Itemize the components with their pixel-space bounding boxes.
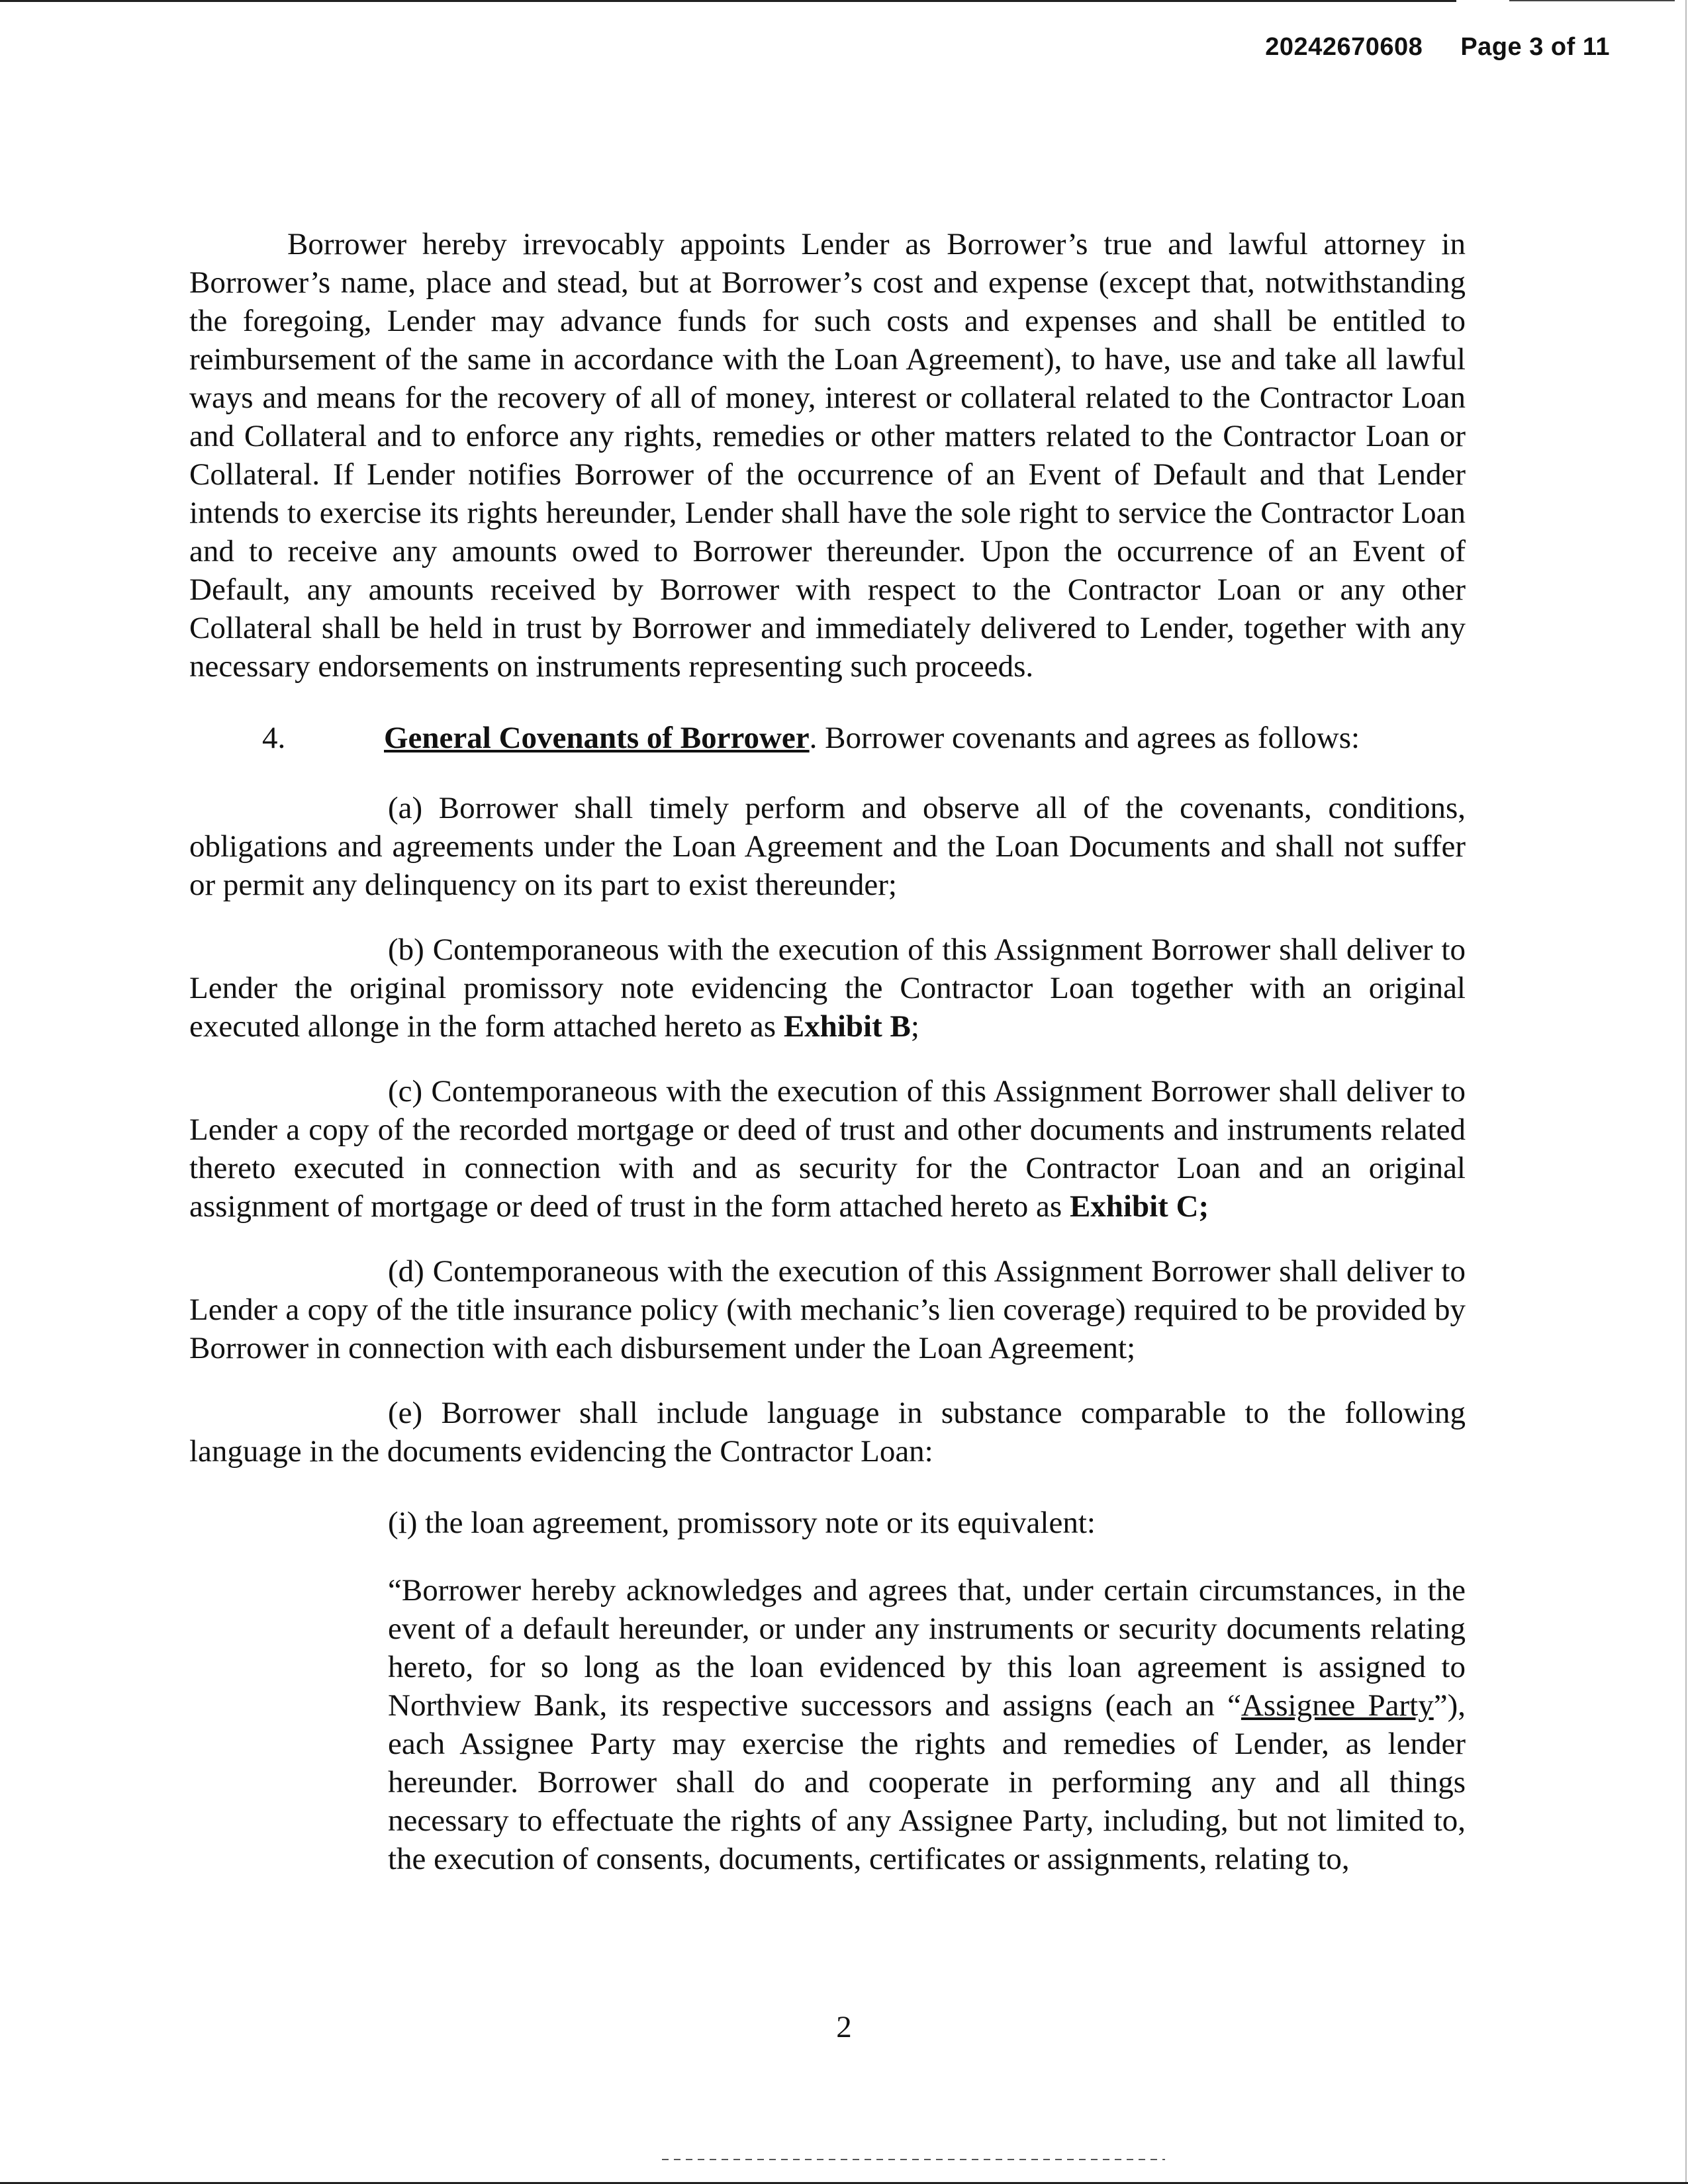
covenant-a-text: (a) Borrower shall timely perform and observe all of the covenants, conditions, obligations and agreements under the Loan Agreement and the Loan Documents and shall not suffer or permit any delinquency on its part to exist thereunder;	[189, 791, 1466, 902]
assignee-party-term: Assignee Party	[1241, 1688, 1434, 1723]
covenant-c-text: (c) Contemporaneous with the execution of this Assignment Borrower shall deliver to Lender a copy of the recorded mortgage or deed of trust and other documents and instruments related thereto executed in connection with and as security for the Contractor Loan and an original assignment of mortgage or deed of trust in the form attached hereto as	[189, 1074, 1466, 1224]
scan-bottom-artifact	[662, 2159, 1165, 2160]
recording-header-stamp	[1265, 33, 1610, 62]
quote-part-2: ”), each Assignee Party may exercise the rights and remedies of Lender, as lender hereunder. Borrower shall do and cooperate in performing any and all things necessary to effectuate the rights of any Assignee Party, including, but not limited to, the execution of consents, documents, certificates or assignments, relating to,	[388, 1688, 1466, 1876]
exhibit-c-reference: Exhibit C;	[1069, 1189, 1209, 1224]
page-number: 2	[836, 2010, 852, 2044]
quoted-loan-language	[388, 1571, 1466, 1878]
covenant-e-i-heading: (i) the loan agreement, promissory note or its equivalent:	[388, 1506, 1096, 1540]
covenant-d	[189, 1252, 1466, 1367]
section-number: 4.	[262, 721, 286, 755]
scan-top-edge-line	[0, 0, 1456, 2]
covenant-b-end: ;	[910, 1009, 919, 1044]
section-title: General Covenants of Borrower	[384, 721, 810, 755]
page-reference: Page 3 of 11	[1460, 33, 1610, 61]
document-number: 20242670608	[1265, 33, 1423, 61]
covenant-a	[189, 789, 1466, 904]
covenant-d-text: (d) Contemporaneous with the execution of this Assignment Borrower shall deliver to Lender a copy of the title insurance policy (with mechanic’s lien coverage) required to be provided by Borrower in connection with each disbursement under the Loan Agreement;	[189, 1254, 1466, 1365]
scan-top-edge-line-fragment	[1509, 0, 1675, 1]
covenant-e-text: (e) Borrower shall include language in substance comparable to the following language in the documents evidencing the Contractor Loan:	[189, 1396, 1466, 1469]
section-intro: . Borrower covenants and agrees as follows:	[809, 721, 1360, 755]
document-body	[189, 225, 1466, 1878]
covenant-b	[189, 931, 1466, 1046]
covenant-c	[189, 1072, 1466, 1226]
exhibit-b-reference: Exhibit B	[783, 1009, 911, 1044]
section-4-heading	[189, 719, 1466, 757]
covenant-b-text: (b) Contemporaneous with the execution of this Assignment Borrower shall deliver to Lender the original promissory note evidencing the Contractor Loan together with an original executed allonge in the form attached hereto as	[189, 933, 1466, 1044]
covenant-e	[189, 1394, 1466, 1471]
quote-part-1: “Borrower hereby acknowledges and agrees that, under certain circumstances, in the event of a default hereunder, or under any instruments or security documents relating hereto, for so long as the loan evidenced by this loan agreement is assigned to Northview Bank, its respective successors and assigns (each an “	[388, 1573, 1466, 1723]
scan-right-edge	[1685, 0, 1687, 2184]
attorney-appointment-paragraph: Borrower hereby irrevocably appoints Lender as Borrower’s true and lawful attorney in Borrower’s name, place and stead, but at Borrower’s cost and expense (except that, notwithstanding the foregoing, Lender may advance funds for such costs and expenses and shall be entitled to reimbursement of the same in accordance with the Loan Agreement), to have, use and take all lawful ways and means for the recovery of all of money, interest or collateral related to the Contractor Loan and Collateral and to enforce any rights, remedies or other matters related to the Contractor Loan or Collateral. If Lender notifies Borrower of the occurrence of an Event of Default and that Lender intends to exercise its rights hereunder, Lender shall have the sole right to service the Contractor Loan and to receive any amounts owed to Borrower thereunder. Upon the occurrence of an Event of Default, any amounts received by Borrower with respect to the Contractor Loan or any other Collateral shall be held in trust by Borrower and immediately delivered to Lender, together with any necessary endorsements on instruments representing such proceeds.	[189, 227, 1466, 684]
